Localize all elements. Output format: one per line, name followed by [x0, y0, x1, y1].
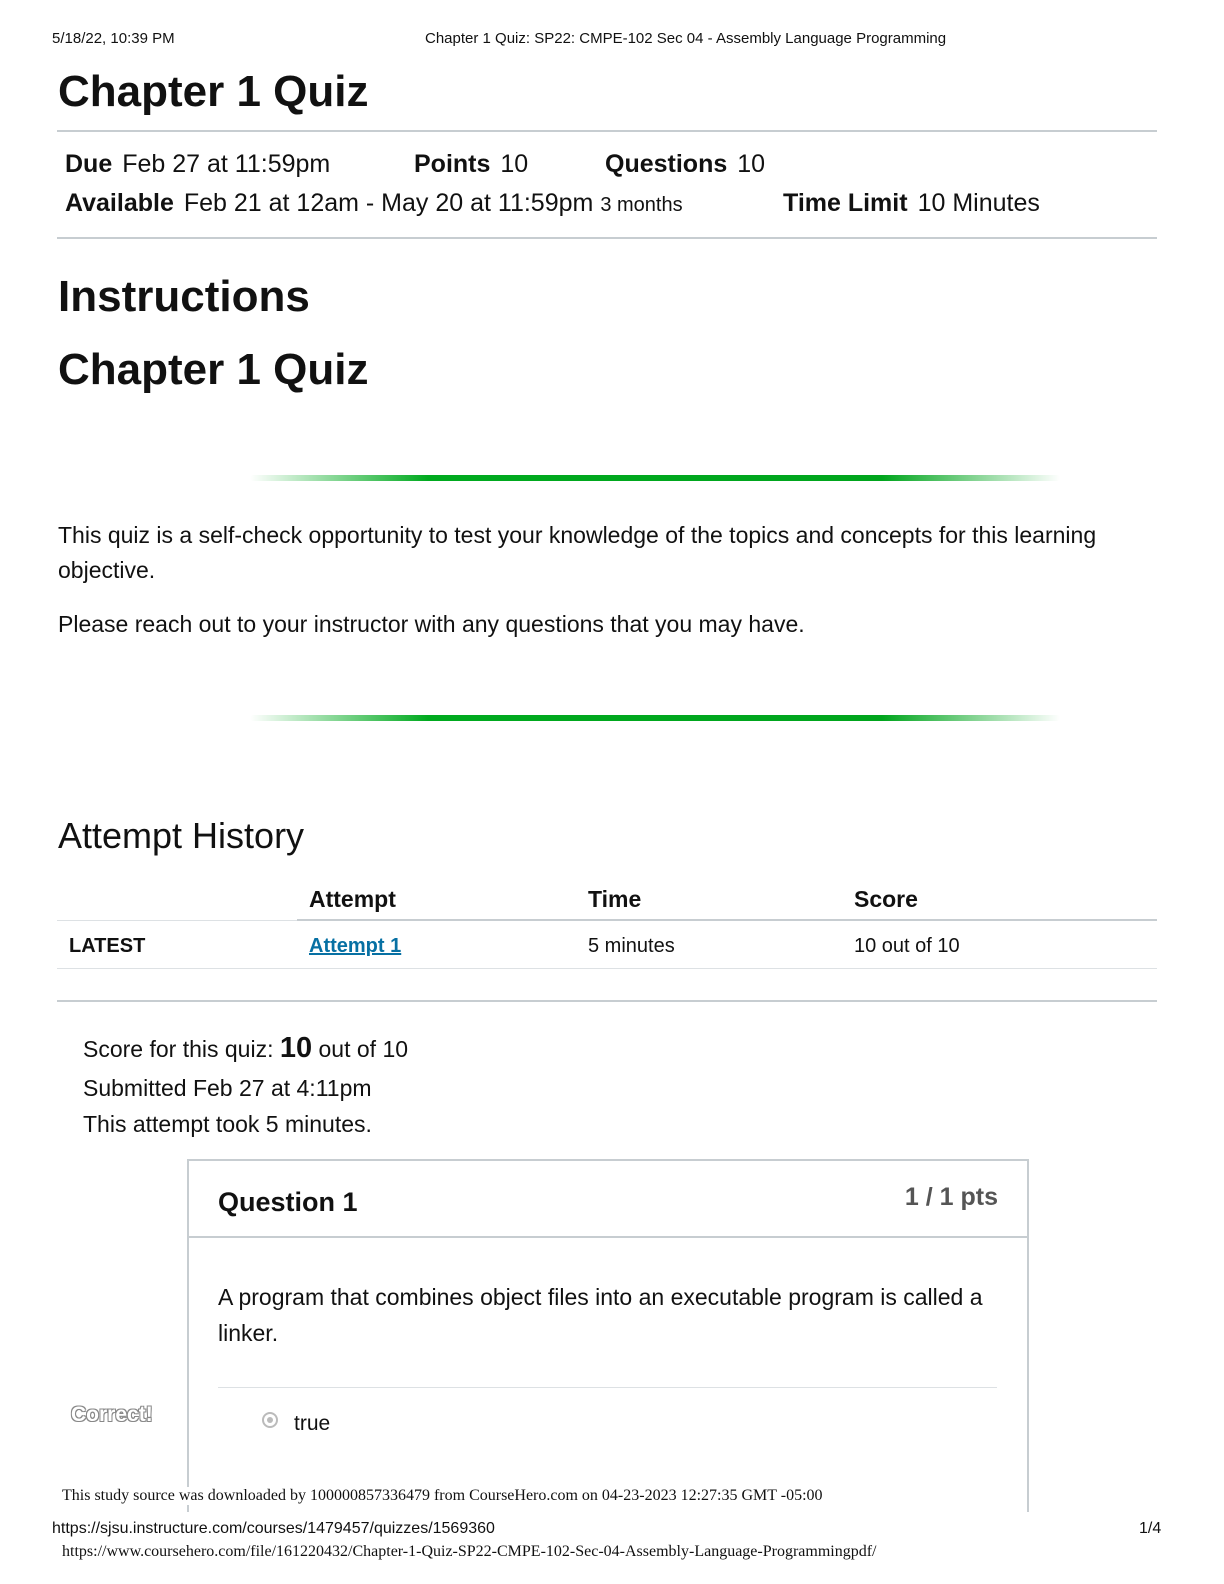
due-value: Feb 27 at 11:59pm	[122, 150, 331, 178]
quiz-title: Chapter 1 Quiz	[58, 67, 369, 116]
source-url: https://www.coursehero.com/file/161220432/Chapter-1-Quiz-SP22-CMPE-102-Sec-04-Assembly-Language-Programmingpdf/	[62, 1543, 877, 1560]
score-prefix: Score for this quiz:	[83, 1036, 274, 1062]
time-limit-value: 10 Minutes	[917, 189, 1040, 217]
attempt-1-link[interactable]: Attempt 1	[309, 935, 402, 957]
column-header-time: Time	[588, 886, 642, 912]
column-header-score: Score	[854, 886, 918, 912]
due-field	[65, 152, 330, 177]
due-label: Due	[65, 150, 113, 178]
score-value: 10	[279, 1032, 313, 1064]
latest-badge: LATEST	[69, 935, 146, 957]
print-page-title: Chapter 1 Quiz: SP22: CMPE-102 Sec 04 - Assembly Language Programming	[425, 30, 947, 47]
table-header-rule-left	[57, 920, 297, 921]
available-field	[65, 191, 683, 216]
available-duration: 3 months	[600, 194, 683, 216]
page-url: https://sjsu.instructure.com/courses/1479457/quizzes/1569360	[52, 1520, 495, 1537]
score-suffix: out of 10	[318, 1036, 409, 1062]
green-divider-bottom	[250, 715, 1060, 721]
attempt-history-title: Attempt History	[58, 815, 305, 856]
question-1-points: 1 / 1 pts	[904, 1183, 998, 1211]
download-notice: This study source was downloaded by 100000857336479 from CourseHero.com on 04-23-2023 12:27:35 GMT -05:00	[62, 1487, 823, 1504]
green-divider-top	[250, 475, 1060, 481]
print-datetime: 5/18/22, 10:39 PM	[52, 30, 175, 47]
header-rule-bottom	[57, 237, 1157, 239]
header-rule-top	[57, 130, 1157, 132]
points-label: Points	[414, 150, 491, 178]
instructions-paragraph-1: This quiz is a self-check opportunity to test your knowledge of the topics and concepts for this learning objective.	[58, 522, 1097, 583]
instructions-subheading: Chapter 1 Quiz	[58, 345, 369, 394]
attempt-score: 10 out of 10	[854, 935, 960, 957]
column-header-attempt: Attempt	[309, 886, 396, 912]
question-1-separator	[218, 1387, 997, 1388]
correct-answer-label: Correct!	[71, 1403, 153, 1426]
instructions-heading: Instructions	[58, 272, 310, 321]
submitted-time: Submitted Feb 27 at 4:11pm	[83, 1075, 372, 1101]
questions-value: 10	[737, 150, 766, 178]
attempt-time: 5 minutes	[588, 935, 675, 957]
questions-field	[605, 152, 765, 177]
table-row-rule	[57, 968, 1157, 969]
question-1-header	[189, 1161, 1027, 1238]
question-1-title: Question 1	[218, 1187, 358, 1217]
table-header-rule	[297, 919, 1157, 921]
results-rule	[57, 1000, 1157, 1002]
available-label: Available	[65, 189, 174, 217]
points-value: 10	[500, 150, 529, 178]
page-number: 1/4	[1139, 1520, 1162, 1537]
answer-option-true: true	[294, 1412, 331, 1435]
quiz-score	[83, 1034, 408, 1063]
answer-radio-true[interactable]	[262, 1412, 278, 1428]
available-value: Feb 21 at 12am - May 20 at 11:59pm	[183, 189, 594, 217]
time-limit-label: Time Limit	[783, 189, 908, 217]
instructions-paragraph-2: Please reach out to your instructor with any questions that you may have.	[58, 611, 805, 637]
points-field	[414, 152, 528, 177]
question-1-text: A program that combines object files into an executable program is called a linker.	[218, 1284, 983, 1346]
time-limit-field	[783, 191, 1040, 216]
questions-label: Questions	[605, 150, 728, 178]
attempt-duration: This attempt took 5 minutes.	[83, 1111, 372, 1137]
